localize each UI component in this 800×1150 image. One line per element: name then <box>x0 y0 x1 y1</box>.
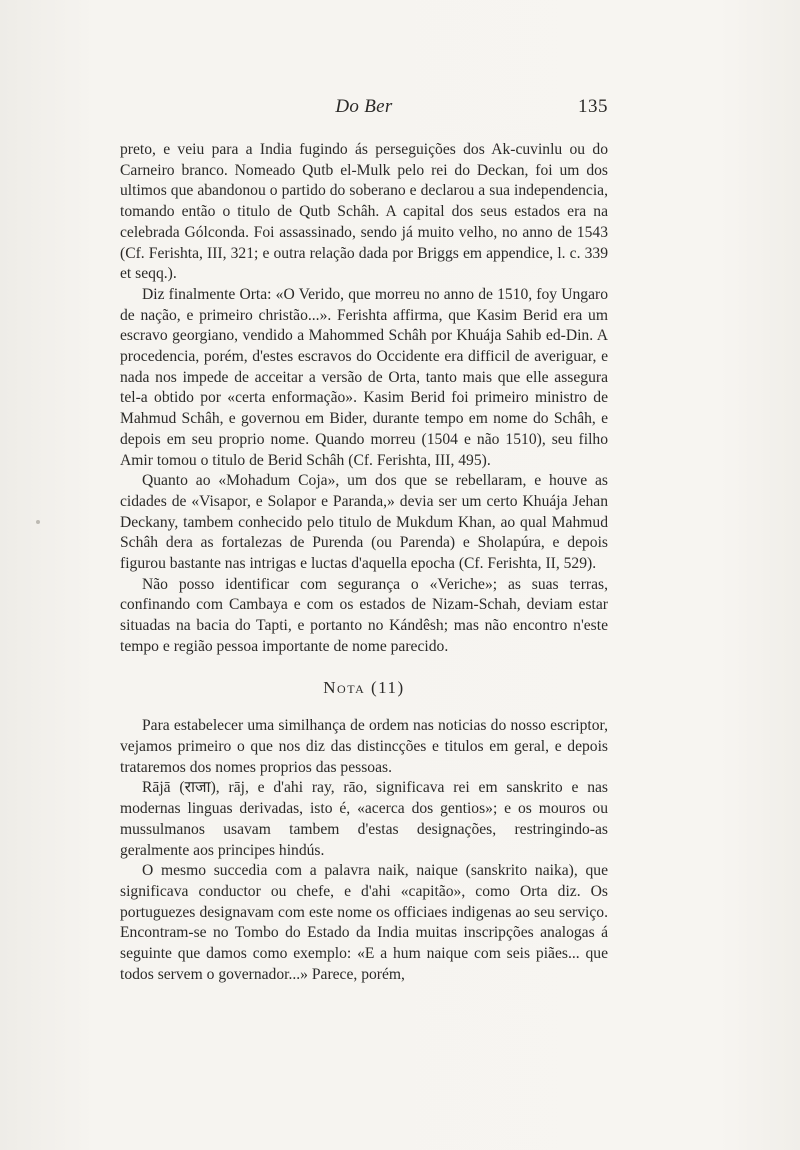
paragraph: Não posso identificar com segurança o «Veriche»; as suas terras, confinando com Cambaya e com os estados de Nizam-Schah, deviam estar situadas na bacia do Tapti, e portanto no Kándêsh; mas não encontro n'este tempo e região pessoa importante de nome parecido. <box>120 575 608 655</box>
paragraph: O mesmo succedia com a palavra naik, naique (sanskrito naika), que significava conductor ou chefe, e d'ahi «capitão», como Orta diz. Os portuguezes designavam com este nome os officiaes indigenas ao seu serviço. Encontram-se no Tombo do Estado da India muitas inscripções analogas á seguinte que damos como exemplo: «E a hum naique com seis piães... que todos servem o governador...» Parece, porém, <box>120 862 608 983</box>
paragraph: preto, e veiu para a India fugindo ás perseguições dos Ak-cuvinlu ou do Carneiro branco. Nomeado Qutb el-Mulk pelo rei do Deckan, foi um dos ultimos que abandonou o partido do soberano e declarou a sua independencia, tomando então o titulo de Qutb Schâh. A capital dos seus estados era na celebrada Gólconda. Foi assassinado, sendo já muito velho, no anno de 1543 (Cf. Ferishta, III, 321; e outra relação dada por Briggs em appendice, l. c. 339 et seqq.). <box>120 141 608 283</box>
section-heading: Nota (11) <box>323 677 405 697</box>
paragraph: Para estabelecer uma similhança de ordem nas noticias do nosso escriptor, vejamos primeiro o que nos diz das distincções e titulos em geral, e depois trataremos dos nomes proprios das pessoas. <box>120 717 608 776</box>
page-header <box>120 96 608 122</box>
paragraph: Quanto ao «Mohadum Coja», um dos que se rebellaram, e houve as cidades de «Visapor, e Solapor e Paranda,» devia ser um certo Khuája Jehan Deckany, tambem conhecido pelo titulo de Mukdum Khan, ao qual Mahmud Schâh dera as fortalezas de Purenda (ou Parenda) e Sholapúra, e depois figurou bastante nas intrigas e luctas d'aquella epocha (Cf. Ferishta, II, 529). <box>120 472 608 573</box>
page-number: 135 <box>578 96 608 117</box>
paragraph: Diz finalmente Orta: «O Verido, que morreu no anno de 1510, foy Ungaro de nação, e primeiro christão...». Ferishta affirma, que Kasim Berid era um escravo georgiano, vendido a Mahommed Schâh por Khuája Sahib ed-Din. A procedencia, porém, d'estes escravos do Occidente era difficil de averiguar, e nada nos impede de acceitar a versão de Orta, tanto mais que elle assegura tel-a obtido por «certa enformação». Kasim Berid foi primeiro ministro de Mahmud Schâh, e governou em Bider, durante tempo em nome do Schâh, e depois em seu proprio nome. Quando morreu (1504 e não 1510), seu filho Amir tomou o titulo de Berid Schâh (Cf. Ferishta, III, 495). <box>120 285 608 469</box>
page-blemish <box>36 520 40 524</box>
running-title: Do Ber <box>335 96 393 117</box>
body-text <box>120 140 608 985</box>
paragraph: Rājā (राजा), rāj, e d'ahi ray, rāo, significava rei em sanskrito e nas modernas linguas derivadas, isto é, «acerca dos gentios»; e os mouros ou mussulmanos usavam tambem d'estas designações, restringindo-as geralmente aos principes hindús. <box>120 779 608 859</box>
